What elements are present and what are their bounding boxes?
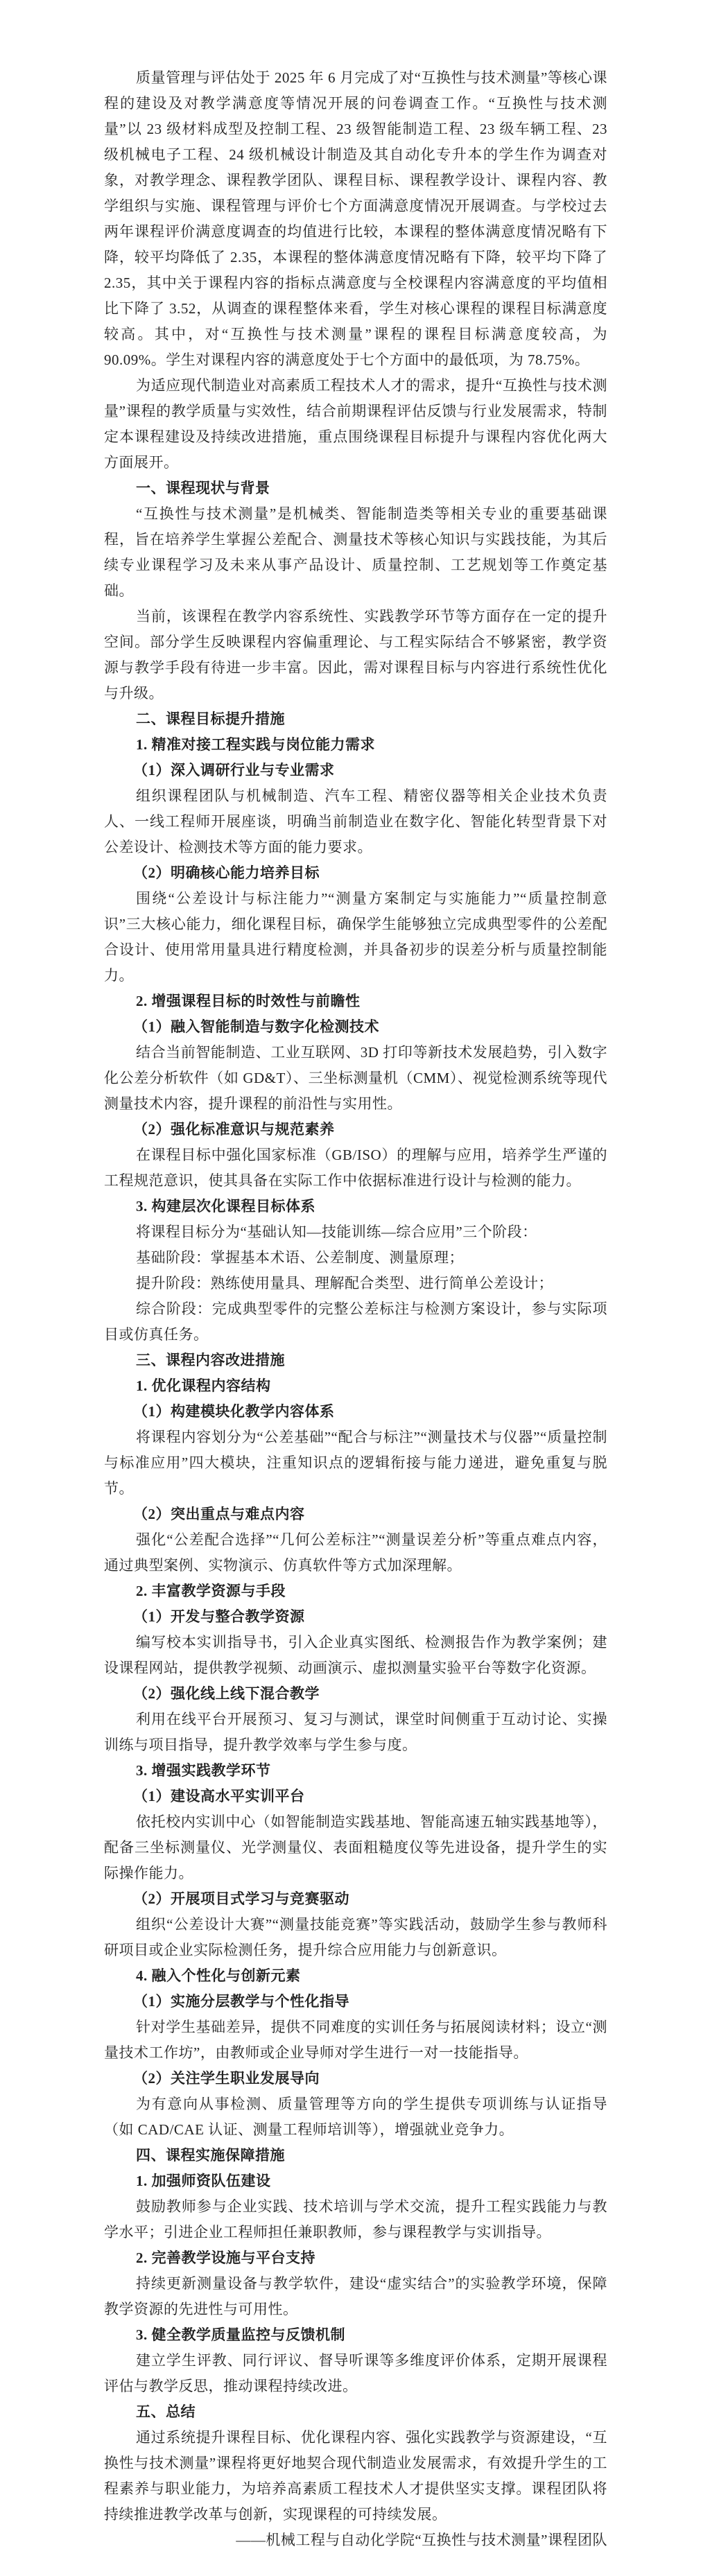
body-paragraph: 编写校本实训指导书，引入企业真实图纸、检测报告作为教学案例；建设课程网站，提供教学视频、动画演示、虚拟测量实验平台等数字化资源。 [104,1634,607,1676]
item-subheading: （1）深入调研行业与专业需求 [133,762,335,778]
body-paragraph: 为适应现代制造业对高素质工程技术人才的需求，提升“互换性与技术测量”课程的教学质量与实效性，结合前期课程评估反馈与行业发展需求，特制定本课程建设及持续改进措施，重点围绕课程目标提升与课程内容优化两大方面展开。 [104,377,607,471]
numbered-subheading: 3. 健全教学质量监控与反馈机制 [136,2326,345,2343]
document-body [104,65,607,2553]
item-subheading: （2）开展项目式学习与竞赛驱动 [133,1890,349,1907]
body-paragraph: “互换性与技术测量”是机械类、智能制造类等相关专业的重要基础课程，旨在培养学生掌握公差配合、测量技术等核心知识与实践技能，为其后续专业课程学习及未来从事产品设计、质量控制、工艺规划等工作奠定基础。 [104,505,607,599]
body-paragraph: 综合阶段：完成典型零件的完整公差标注与检测方案设计，参与实际项目或仿真任务。 [104,1300,607,1343]
body-paragraph: 依托校内实训中心（如智能制造实践基地、智能高速五轴实践基地等），配备三坐标测量仪、光学测量仪、表面粗糙度仪等先进设备，提升学生的实际操作能力。 [104,1813,607,1881]
body-paragraph: 通过系统提升课程目标、优化课程内容、强化实践教学与资源建设，“互换性与技术测量”课程将更好地契合现代制造业发展需求，有效提升学生的工程素养与职业能力，为培养高素质工程技术人才提供坚实支撑。课程团队将持续推进教学改革与创新，实现课程的可持续发展。 [104,2429,607,2523]
numbered-subheading: 1. 优化课程内容结构 [136,1377,271,1394]
item-subheading: （1）开发与整合教学资源 [133,1608,305,1625]
numbered-subheading: 3. 构建层次化课程目标体系 [136,1198,315,1215]
section-heading: 五、总结 [136,2404,196,2420]
numbered-subheading: 2. 完善教学设施与平台支持 [136,2249,315,2266]
body-paragraph: 结合当前智能制造、工业互联网、3D 打印等新技术发展趋势，引入数字化公差分析软件（如 GD&T）、三坐标测量机（CMM）、视觉检测系统等现代测量技术内容，提升课程的前沿性与实用性。 [104,1044,607,1112]
item-subheading: （2）明确核心能力培养目标 [133,864,320,881]
section-heading: 二、课程目标提升措施 [136,711,285,727]
item-subheading: （1）融入智能制造与数字化检测技术 [133,1018,379,1035]
item-subheading: （2）突出重点与难点内容 [133,1506,305,1522]
numbered-subheading: 1. 加强师资队伍建设 [136,2173,271,2189]
numbered-subheading: 1. 精准对接工程实践与岗位能力需求 [136,736,375,753]
body-paragraph: 持续更新测量设备与教学软件，建设“虚实结合”的实验教学环境，保障教学资源的先进性与可用性。 [104,2275,607,2317]
body-paragraph: 针对学生基础差异，提供不同难度的实训任务与拓展阅读材料；设立“测量技术工作坊”，由教师或企业导师对学生进行一对一技能指导。 [104,2019,607,2061]
item-subheading: （2）关注学生职业发展导向 [133,2070,320,2087]
body-paragraph: 组织课程团队与机械制造、汽车工程、精密仪器等相关企业技术负责人、一线工程师开展座谈，明确当前制造业在数字化、智能化转型背景下对公差设计、检测技术等方面的能力要求。 [104,787,607,855]
body-paragraph: 将课程目标分为“基础认知—技能训练—综合应用”三个阶段： [136,1224,537,1240]
body-paragraph: 强化“公差配合选择”“几何公差标注”“测量误差分析”等重点难点内容，通过典型案例、实物演示、仿真软件等方式加深理解。 [104,1531,607,1574]
body-paragraph: 鼓励教师参与企业实践、技术培训与学术交流，提升工程实践能力与教学水平；引进企业工程师担任兼职教师，参与课程教学与实训指导。 [104,2198,607,2240]
body-paragraph: 围绕“公差设计与标注能力”“测量方案制定与实施能力”“质量控制意识”三大核心能力，细化课程目标，确保学生能够独立完成典型零件的公差配合设计、使用常用量具进行精度检测，并具备初步的误差分析与质量控制能力。 [104,890,607,984]
body-paragraph: 质量管理与评估处于 2025 年 6 月完成了对“互换性与技术测量”等核心课程的建设及对教学满意度等情况开展的问卷调查工作。“互换性与技术测量”以 23 级材料成型及控制工程、23 级智能制造工程、23 级车辆工程、23 级机械电子工程、24 级机械设计制造及其自动化专升本的学生作为调查对象，对教学理念、课程教学团队、课程目标、课程教学设计、课程内容、教学组织与实施、课程管理与评价七个方面满意度情况开展调查。与学校过去两年课程评价满意度调查的均值进行比较，本课程的整体满意度情况略有下降，较平均降低了 2.35，本课程的整体满意度情况略有下降，较平均下降了 2.35，其中关于课程内容的指标点满意度与全校课程内容满意度的平均值相比下降了 3.52，从调查的课程整体来看，学生对核心课程的课程目标满意度较高。其中，对“互换性与技术测量”课程的课程目标满意度较高，为 90.09%。学生对课程内容的满意度处于七个方面中的最低项，为 78.75%。 [104,69,607,368]
item-subheading: （1）建设高水平实训平台 [133,1788,305,1804]
body-paragraph: 将课程内容划分为“公差基础”“配合与标注”“测量技术与仪器”“质量控制与标准应用”四大模块，注重知识点的逻辑衔接与能力递进，避免重复与脱节。 [104,1429,607,1497]
numbered-subheading: 3. 增强实践教学环节 [136,1762,271,1779]
item-subheading: （2）强化标准意识与规范素养 [133,1121,335,1138]
section-heading: 一、课程现状与背景 [136,480,270,496]
body-paragraph: 提升阶段：熟练使用量具、理解配合类型、进行简单公差设计； [136,1275,553,1291]
body-paragraph: 当前，该课程在教学内容系统性、实践教学环节等方面存在一定的提升空间。部分学生反映课程内容偏重理论、与工程实际结合不够紧密，教学资源与教学手段有待进一步丰富。因此，需对课程目标与内容进行系统性优化与升级。 [104,608,607,702]
body-paragraph: 建立学生评教、同行评议、督导听课等多维度评价体系，定期开展课程评估与教学反思，推动课程持续改进。 [104,2352,607,2394]
item-subheading: （1）构建模块化教学内容体系 [133,1403,335,1420]
body-paragraph: 为有意向从事检测、质量管理等方向的学生提供专项训练与认证指导（如 CAD/CAE 认证、测量工程师培训等），增强就业竞争力。 [104,2096,607,2138]
body-paragraph: 组织“公差设计大赛”“测量技能竞赛”等实践活动，鼓励学生参与教师科研项目或企业实际检测任务，提升综合应用能力与创新意识。 [104,1916,607,1958]
numbered-subheading: 2. 增强课程目标的时效性与前瞻性 [136,993,361,1009]
item-subheading: （2）强化线上线下混合教学 [133,1685,320,1702]
numbered-subheading: 2. 丰富教学资源与手段 [136,1583,286,1599]
body-paragraph: 利用在线平台开展预习、复习与测试，课堂时间侧重于互动讨论、实操训练与项目指导，提升教学效率与学生参与度。 [104,1711,607,1753]
item-subheading: （1）实施分层教学与个性化指导 [133,1993,349,2010]
body-paragraph: 在课程目标中强化国家标准（GB/ISO）的理解与应用，培养学生严谨的工程规范意识，使其具备在实际工作中依据标准进行设计与检测的能力。 [104,1147,607,1189]
numbered-subheading: 4. 融入个性化与创新元素 [136,1967,301,1984]
section-heading: 四、课程实施保障措施 [136,2148,285,2164]
signature-line: ——机械工程与自动化学院“互换性与技术测量”课程团队 [236,2532,607,2548]
body-paragraph: 基础阶段：掌握基本术语、公差制度、测量原理； [136,1249,464,1266]
section-heading: 三、课程内容改进措施 [136,1352,285,1368]
